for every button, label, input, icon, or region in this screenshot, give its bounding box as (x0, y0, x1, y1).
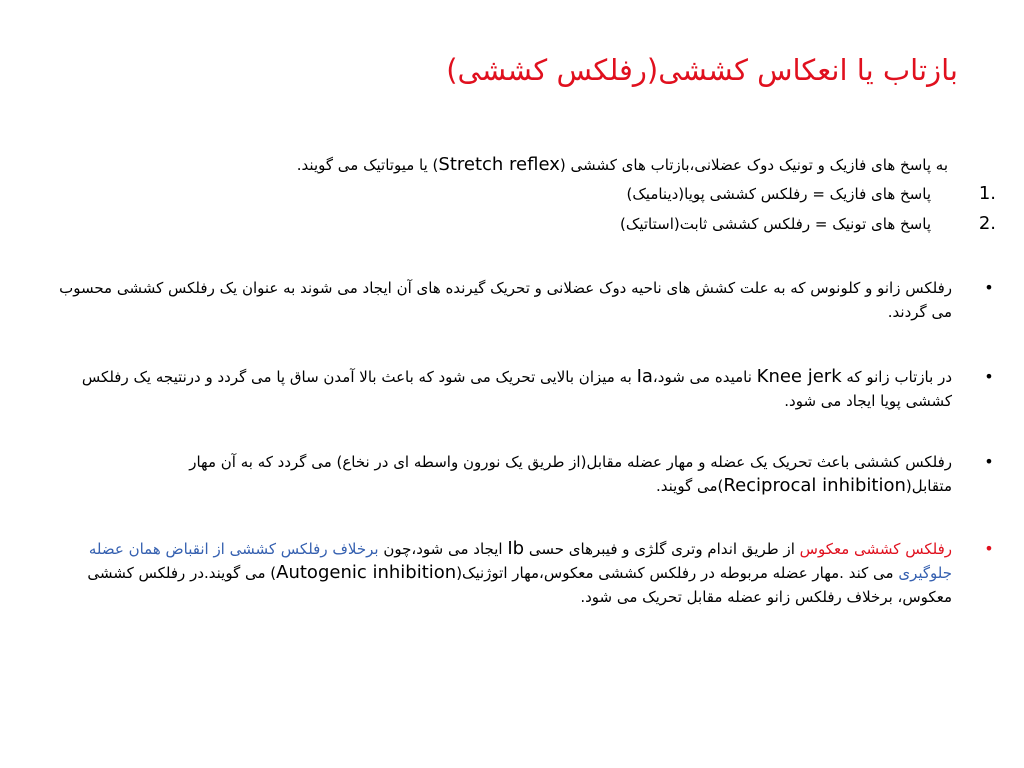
bullet-3-part1: رفلکس کششی باعث تحریک یک عضله و مهار عضله مقابل(از طریق یک نورون واسطه ای در نخاع) می گردد که به آن مهار متقابل( (189, 453, 952, 495)
bullet-3-term: Reciprocal inhibition (723, 475, 906, 496)
bullet-4-part2: ایجاد می شود،چون (378, 540, 508, 558)
bullet-2-part1: در بازتاب زانو که (841, 368, 952, 386)
intro-paragraph (68, 152, 948, 178)
numbered-item-1-text: پاسخ های فازیک = رفلکس کششی پویا(دینامیک) (626, 185, 931, 203)
bullet-4-blue-phrase: برخلاف رفلکس کششی از انقباض همان عضله جلوگیری (88, 540, 952, 582)
bullet-1 (56, 276, 996, 324)
bullet-2 (56, 365, 996, 413)
bullet-2-term1: Knee jerk (756, 366, 842, 387)
bullet-3-text (56, 450, 952, 498)
bullet-4-text (56, 537, 952, 609)
bullet-2-part2: نامیده می شود، (652, 368, 757, 386)
bullet-2-term2: Ia (636, 366, 653, 387)
numbered-item-2-number: 2. (978, 213, 996, 234)
slide-title: بازتاب یا انعکاس کششی(رفلکس کششی) (446, 53, 958, 87)
bullet-4-part1: از طریق اندام وتری گلژی و فیبرهای حسی (524, 540, 800, 558)
bullet-4-red-heading: رفلکس کششی معکوس (799, 540, 952, 558)
intro-text-before: به پاسخ های فازیک و تونیک دوک عضلانی،بازتاب های کششی ( (559, 156, 948, 174)
bullet-4 (56, 537, 996, 609)
bullet-4-dot: • (984, 539, 994, 558)
numbered-item-1-number: 1. (978, 183, 996, 204)
bullet-2-text (56, 365, 952, 413)
numbered-item-1 (66, 181, 996, 207)
bullet-3 (56, 450, 996, 498)
bullet-3-dot: • (984, 452, 994, 471)
bullet-4-term2: Autogenic inhibition (276, 562, 457, 583)
numbered-item-2-text: پاسخ های تونیک = رفلکس کششی ثابت(استاتیک) (620, 215, 931, 233)
bullet-4-term1: Ib (507, 538, 525, 559)
intro-term: Stretch reflex (438, 154, 560, 175)
bullet-4-part4: ) می گویند.در رفلکس کششی معکوس، برخلاف رفلکس زانو عضله مقابل تحریک می شود. (87, 564, 952, 606)
intro-text-after: ) یا میوتاتیک می گویند. (296, 156, 439, 174)
bullet-1-text: رفلکس زانو و کلونوس که به علت کشش های ناحیه دوک عضلانی و تحریک گیرنده های آن ایجاد می شوند به عنوان یک رفلکس کششی محسوب می گردند. (59, 279, 952, 321)
bullet-2-part3: به میزان بالایی تحریک می شود که باعث بالا آمدن ساق پا می گردد و درنتیجه یک رفلکس کششی پویا ایجاد می شود. (81, 368, 952, 410)
bullet-2-dot: • (984, 367, 994, 386)
bullet-4-part3: می کند .مهار عضله مربوطه در رفلکس کششی معکوس،مهار اتوژنیک( (456, 564, 899, 582)
numbered-item-2 (66, 211, 996, 237)
bullet-1-dot: • (984, 278, 994, 297)
bullet-3-part2: )می گویند. (656, 477, 724, 495)
